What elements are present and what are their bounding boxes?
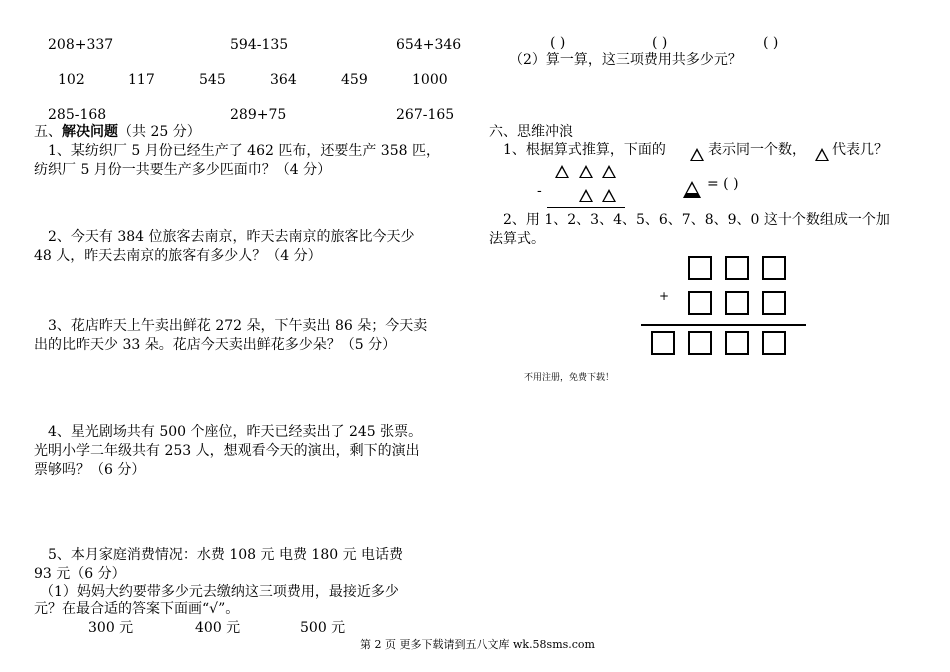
triangle-icon — [579, 165, 593, 178]
digit-box — [688, 291, 712, 315]
puzzle-2-text: 2、用 1、2、3、4、5、6、7、8、9、0 这十个数组成一个加 — [503, 212, 890, 228]
digit-box — [651, 331, 675, 355]
triangle-icon — [683, 181, 701, 198]
question-5-line: 93 元（6 分） — [34, 566, 126, 582]
question-5-sub1-line: （1）妈妈大约要带多少元去缴纳这三项费用，最接近多少 — [40, 584, 399, 600]
section5-heading — [34, 124, 201, 141]
answer-number: 1000 — [412, 72, 448, 88]
calc-expression: 654+346 — [396, 37, 462, 53]
question-5-line: 5、本月家庭消费情况：水费 108 元 电费 180 元 电话费 — [48, 547, 404, 563]
puzzle-1-equation: = ( ) — [707, 176, 739, 192]
question-4-line: 光明小学二年级共有 253 人，想观看今天的演出，剩下的演出 — [34, 443, 420, 459]
question-5-sub1-line: 元？在最合适的答案下面画“√”。 — [34, 601, 240, 617]
puzzle-2-text: 法算式。 — [489, 231, 545, 247]
calc-expression: 289+75 — [230, 107, 287, 123]
digit-box — [688, 256, 712, 280]
plus-sign: + — [659, 289, 670, 303]
puzzle-1-text: 代表几？ — [832, 142, 888, 158]
subtraction-line — [547, 207, 625, 208]
puzzle-1-text: 1、根据算式推算，下面的 — [503, 142, 666, 158]
question-1-line: 纺织厂 5 月份一共要生产多少匹面巾？（4 分） — [34, 162, 332, 178]
answer-option: 300 元 — [88, 620, 134, 636]
digit-box — [688, 331, 712, 355]
digit-box — [725, 331, 749, 355]
digit-box — [725, 291, 749, 315]
answer-blank: ( ) — [652, 35, 668, 51]
download-note: 不用注册，免费下载！ — [524, 373, 615, 383]
question-5-sub2: （2）算一算，这三项费用共多少元？ — [509, 52, 742, 68]
triangle-icon — [815, 148, 829, 161]
digit-box — [762, 291, 786, 315]
question-4-line: 4、星光剧场共有 500 个座位，昨天已经卖出了 245 张票。 — [48, 424, 423, 440]
question-3-line: 3、花店昨天上午卖出鲜花 272 朵，下午卖出 86 朵；今天卖 — [48, 318, 428, 334]
section5-title: 解决问题 — [62, 124, 118, 140]
calc-expression: 267-165 — [396, 107, 455, 123]
section5-prefix: 五、 — [34, 124, 62, 140]
answer-number: 459 — [341, 72, 368, 88]
minus-sign: - — [537, 183, 542, 199]
question-3-line: 出的比昨天少 33 朵。花店今天卖出鲜花多少朵？（5 分） — [34, 337, 397, 353]
answer-number: 117 — [128, 72, 155, 88]
question-4-line: 票够吗？（6 分） — [34, 462, 146, 478]
puzzle-1-text: 表示同一个数， — [708, 142, 806, 158]
digit-box — [725, 256, 749, 280]
triangle-icon — [690, 148, 704, 161]
question-2-line: 2、今天有 384 位旅客去南京，昨天去南京的旅客比今天少 — [48, 229, 415, 245]
question-2-line: 48 人，昨天去南京的旅客有多少人？（4 分） — [34, 248, 322, 264]
answer-option: 500 元 — [300, 620, 346, 636]
question-1-line: 1、某纺织厂 5 月份已经生产了 462 匹布，还要生产 358 匹， — [48, 143, 440, 159]
section5-score: （共 25 分） — [118, 124, 201, 140]
answer-blank: ( ) — [763, 35, 779, 51]
section6-heading: 六、思维冲浪 — [489, 124, 573, 140]
page-footer: 第 2 页 更多下载请到五八文库 wk.58sms.com — [360, 638, 595, 651]
sum-line — [641, 324, 806, 326]
calc-expression: 594-135 — [230, 37, 289, 53]
answer-number: 545 — [199, 72, 226, 88]
digit-box — [762, 256, 786, 280]
answer-option: 400 元 — [195, 620, 241, 636]
answer-number: 364 — [270, 72, 297, 88]
triangle-icon — [602, 189, 616, 202]
digit-box — [762, 331, 786, 355]
triangle-icon — [555, 165, 569, 178]
triangle-icon — [602, 165, 616, 178]
triangle-icon — [579, 189, 593, 202]
calc-expression: 285-168 — [48, 107, 107, 123]
calc-expression: 208+337 — [48, 37, 114, 53]
answer-blank: ( ) — [550, 35, 566, 51]
answer-number: 102 — [58, 72, 85, 88]
